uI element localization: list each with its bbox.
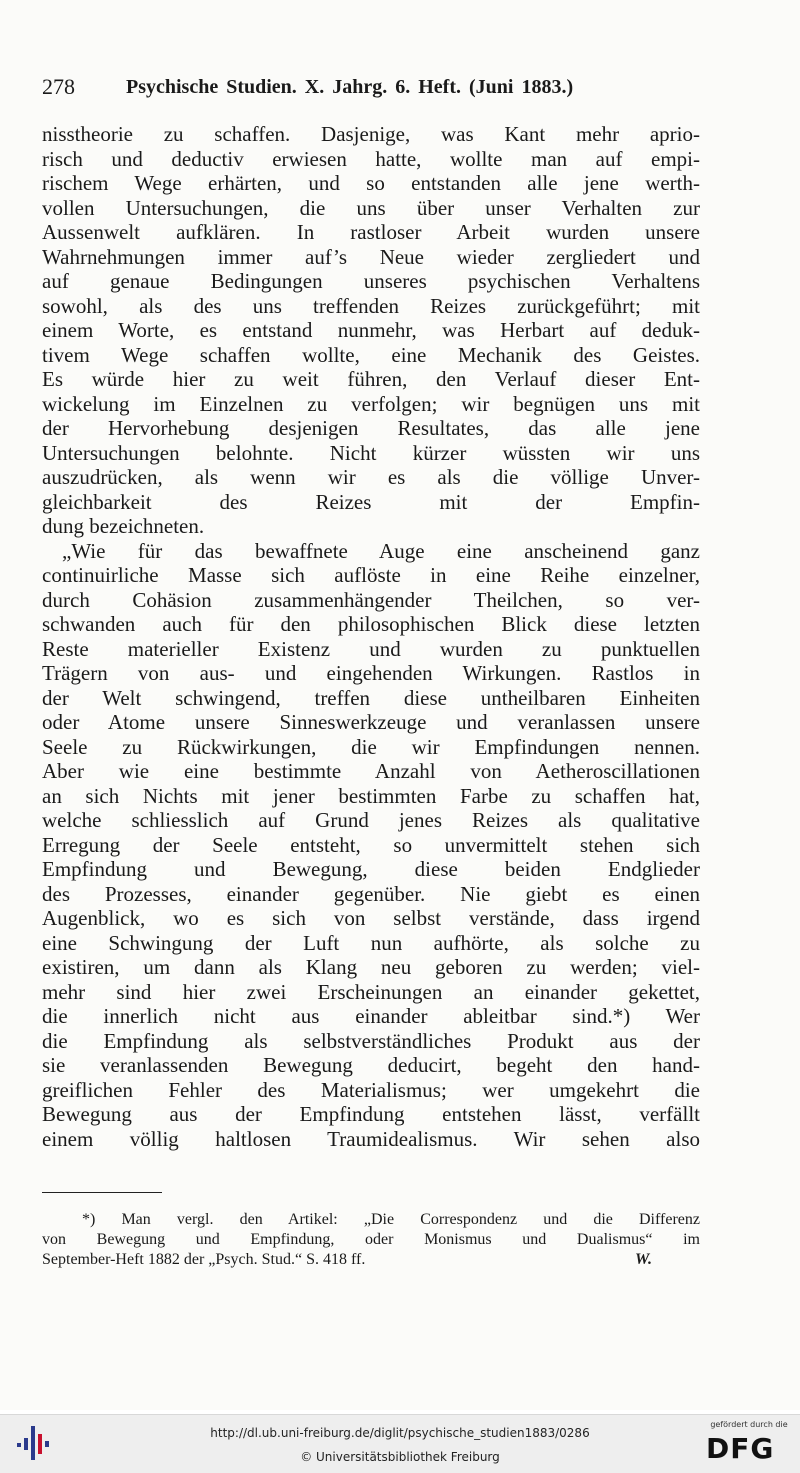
text-line: durch Cohäsion zusammenhängender Theilchen, so ver- [42, 587, 700, 612]
footnote-signature: W. [634, 1251, 652, 1268]
text-line: „Wie für das bewaffnete Auge eine anscheinend ganz [62, 538, 700, 563]
dfg-caption: gefördert durch die [710, 1420, 788, 1429]
viewer-footer [0, 1414, 800, 1473]
text-line: sowohl, als des uns treffenden Reizes zurückgeführt; mit [42, 293, 700, 318]
text-line: existiren, um dann als Klang neu geboren zu werden; viel- [42, 955, 700, 979]
text-line: oder Atome unsere Sinneswerkzeuge und veranlassen unsere [42, 710, 700, 734]
text-line: dung bezeichneten. [42, 514, 205, 538]
text-line: nisstheorie zu schaffen. Dasjenige, was Kant mehr aprio- [42, 122, 700, 146]
text-line: die innerlich nicht aus einander ableitbar sind.*) Wer [42, 1004, 700, 1028]
text-line: Empfindung und Bewegung, diese beiden Endglieder [42, 857, 700, 881]
text-line: eine Schwingung der Luft nun aufhörte, als solche zu [42, 930, 700, 955]
text-line: einem völlig haltlosen Traumidealismus. Wir sehen also [42, 1126, 700, 1151]
text-line: einem Worte, es entstand nunmehr, was Herbart auf deduk- [42, 318, 700, 342]
text-line: Trägern von aus- und eingehenden Wirkungen. Rastlos in [42, 661, 700, 685]
text-line: der Welt schwingend, treffen diese untheilbaren Einheiten [42, 685, 700, 710]
text-line: Seele zu Rückwirkungen, die wir Empfindungen nennen. [42, 734, 700, 759]
text-line: tivem Wege schaffen wollte, eine Mechanik des Geistes. [42, 342, 700, 367]
copyright-notice: © Universitätsbibliothek Freiburg [300, 1450, 500, 1464]
footnote [42, 1210, 700, 1270]
text-line: Es würde hier zu weit führen, den Verlauf dieser Ent- [42, 367, 700, 391]
dfg-logo: DFG [706, 1432, 775, 1465]
text-line: wickelung im Einzelnen zu verfolgen; wir begnügen uns mit [42, 391, 700, 416]
text-line: auszudrücken, als wenn wir es als die völlige Unver- [42, 465, 700, 489]
page-number: 278 [42, 74, 75, 99]
text-line: rischem Wege erhärten, und so entstanden alle jene werth- [42, 171, 700, 195]
text-line: die Empfindung als selbstverständliches Produkt aus der [42, 1028, 700, 1053]
running-title: Psychische Studien. X. Jahrg. 6. Heft. (Juni 1883.) [126, 76, 574, 98]
text-line: mehr sind hier zwei Erscheinungen an einander gekettet, [42, 979, 700, 1004]
text-line: Aber wie eine bestimmte Anzahl von Aetheroscillationen [42, 759, 700, 783]
text-line: gleichbarkeit des Reizes mit der Empfin- [42, 489, 700, 514]
text-line: Aussenwelt aufklären. In rastloser Arbeit wurden unsere [42, 220, 700, 244]
text-line: welche schliesslich auf Grund jenes Reizes als qualitative [42, 808, 700, 832]
text-line: Erregung der Seele entsteht, so unvermittelt stehen sich [42, 832, 700, 857]
text-line: vollen Untersuchungen, die uns über unser Verhalten zur [42, 195, 700, 220]
footnote-divider [42, 1192, 162, 1193]
text-line: an sich Nichts mit jener bestimmten Farbe zu schaffen hat, [42, 783, 700, 808]
page-header [42, 74, 702, 106]
footnote-line: *) Man vergl. den Artikel: „Die Correspondenz und die Differenz [82, 1211, 700, 1228]
dfg-funding-badge [704, 1420, 794, 1468]
text-line: Reste materieller Existenz und wurden zu punktuellen [42, 636, 700, 661]
text-line: Bewegung aus der Empfindung entstehen lässt, verfällt [42, 1102, 700, 1126]
footnote-line: von Bewegung und Empfindung, oder Monismus und Dualismus“ im [42, 1231, 700, 1248]
footnote-line: September-Heft 1882 der „Psych. Stud.“ S. 418 ff. [42, 1251, 366, 1268]
text-line: continuirliche Masse sich auflöste in eine Reihe einzelner, [42, 563, 700, 587]
text-line: des Prozesses, einander gegenüber. Nie giebt es einen [42, 881, 700, 906]
text-line: Augenblick, wo es sich von selbst verstände, dass irgend [42, 906, 700, 930]
text-line: schwanden auch für den philosophischen Blick diese letzten [42, 612, 700, 636]
text-line: risch und deductiv erwiesen hatte, wollte man auf empi- [42, 146, 700, 171]
body-text [42, 122, 700, 1151]
text-line: Untersuchungen belohnte. Nicht kürzer wüssten wir uns [42, 440, 700, 465]
permalink-url[interactable]: http://dl.ub.uni-freiburg.de/diglit/psychische_studien1883/0286 [210, 1426, 590, 1440]
text-line: Wahrnehmungen immer auf’s Neue wieder zergliedert und [42, 244, 700, 269]
text-line: der Hervorhebung desjenigen Resultates, das alle jene [42, 416, 700, 440]
text-line: sie veranlassenden Bewegung deducirt, begeht den hand- [42, 1053, 700, 1077]
text-line: auf genaue Bedingungen unseres psychischen Verhaltens [42, 269, 700, 293]
text-line: greiflichen Fehler des Materialismus; wer umgekehrt die [42, 1077, 700, 1102]
